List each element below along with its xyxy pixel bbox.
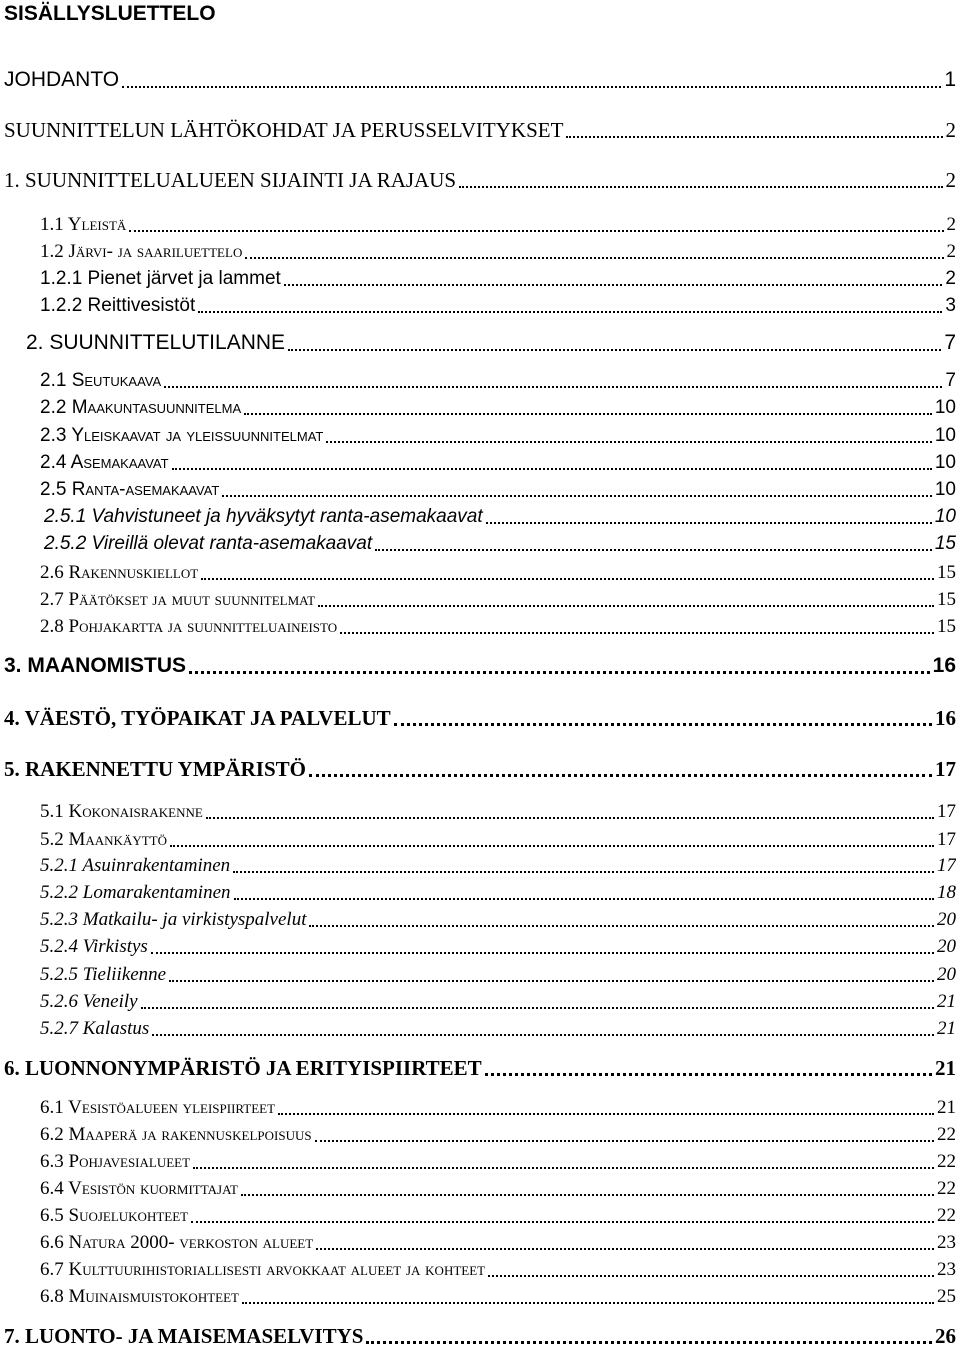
toc-entry[interactable] [4,166,956,194]
toc-entry[interactable] [40,1149,956,1175]
toc-entry[interactable] [40,395,956,421]
dot-leader [201,578,934,580]
toc-entry[interactable] [40,853,956,879]
dot-leader [278,1113,934,1115]
toc-entry-title: 1.2 Järvi- ja saariluettelo [40,241,243,262]
toc-entry-title: 1.2.2 Reittivesistöt [40,295,196,316]
toc-entry[interactable] [4,116,956,144]
toc-entry-title: 3. MAANOMISTUS [4,654,187,677]
toc-entry-title: 6. LUONNONYMPÄRISTÖ JA ERITYISPIIRTEET [4,1056,482,1080]
toc-entry-title: 5.2.5 Tieliikenne [40,964,167,985]
dot-leader [206,817,934,819]
toc-entry[interactable] [40,1257,956,1283]
toc-entry-page-number: 21 [937,991,956,1012]
toc-entry-page-number: 10 [934,506,956,527]
dot-leader [318,605,934,607]
toc-entry-title: 2.6 Rakennuskiellot [40,562,199,583]
toc-entry[interactable] [40,293,956,319]
toc-entry[interactable] [40,1203,956,1229]
toc-entry[interactable] [40,907,956,933]
dot-leader [169,980,934,982]
toc-entry-page-number: 2 [946,241,956,262]
toc-entry-page-number: 22 [937,1178,956,1199]
dot-leader [172,468,932,470]
toc-entry-page-number: 10 [934,425,956,446]
toc-entry-page-number: 23 [937,1232,956,1253]
toc-entry-title: 1.1 Yleistä [40,214,127,235]
toc-entry-page-number: 17 [935,757,956,781]
toc-entry-page-number: 17 [937,855,956,876]
toc-entry[interactable] [40,239,956,265]
toc-entry-title: 5.2.1 Asuinrakentaminen [40,855,231,876]
toc-entry[interactable] [40,1284,956,1310]
toc-entry-title: 2.8 Pohjakartta ja suunnitteluaineisto [40,616,338,637]
toc-entry-page-number: 2 [946,214,956,235]
toc-entry-title: 5.2 Maankäyttö [40,829,167,850]
toc-entry-title: 2.1 Seutukaava [40,370,162,391]
toc-entry[interactable] [40,266,956,292]
dot-leader [141,1007,934,1009]
dot-leader [366,1341,932,1344]
toc-entry-page-number: 23 [937,1259,956,1280]
toc-entry-page-number: 15 [937,562,956,583]
toc-entry-title: 6.5 Suojelukohteet [40,1205,189,1226]
toc-entry-title: SUUNNITTELUN LÄHTÖKOHDAT JA PERUSSELVITYKSET [4,118,564,142]
toc-entry-page-number: 16 [932,654,956,677]
dot-leader [191,1221,934,1223]
toc-entry-title: 6.4 Vesistön kuormittajat [40,1178,238,1199]
toc-entry[interactable] [40,1095,956,1121]
toc-entry-page-number: 20 [937,964,956,985]
dot-leader [164,386,942,388]
dot-leader [309,925,934,927]
toc-entry-title: 2.2 Maakuntasuunnitelma [40,397,242,418]
toc-entry-page-number: 22 [937,1124,956,1145]
toc-entry-page-number: 21 [935,1056,956,1080]
dot-leader [234,898,934,900]
dot-leader [189,671,930,674]
toc-entry[interactable] [4,1054,956,1082]
toc-entry-page-number: 16 [935,706,956,730]
dot-leader [315,1140,934,1142]
toc-entry-page-number: 21 [937,1097,956,1118]
toc-entry-title: 5.2.7 Kalastus [40,1018,150,1039]
toc-entry-page-number: 15 [937,589,956,610]
toc-entry-title: 5.1 Kokonaisrakenne [40,801,203,822]
toc-entry[interactable] [44,531,956,557]
toc-entry-page-number: 2 [945,268,956,289]
dot-leader [222,495,932,497]
dot-leader [193,1167,934,1169]
toc-entry-title: 1. SUUNNITTELUALUEEN SIJAINTI JA RAJAUS [4,168,457,192]
toc-entry-title: JOHDANTO [4,68,120,91]
toc-entry[interactable] [40,1176,956,1202]
toc-entry-page-number: 1 [944,68,956,91]
dot-leader [340,632,934,634]
dot-leader [488,1275,934,1277]
toc-entry-title: 5. RAKENNETTU YMPÄRISTÖ [4,757,306,781]
toc-entry-page-number: 18 [937,882,956,903]
toc-entry[interactable] [40,989,956,1015]
toc-entry-page-number: 3 [945,295,956,316]
dot-leader [129,230,943,232]
dot-leader [244,413,932,415]
dot-leader [309,774,932,777]
toc-entry-title: 7. LUONTO- JA MAISEMASELVITYS [4,1324,364,1348]
dot-leader [198,311,942,313]
toc-entry-title: 6.7 Kulttuurihistoriallisesti arvokkaat alueet ja kohteet [40,1259,486,1280]
toc-entry[interactable] [40,799,956,825]
dot-leader [152,1034,934,1036]
toc-entry[interactable] [40,423,956,449]
toc-entry-title: 5.2.6 Veneily [40,991,138,1012]
dot-leader [170,845,934,847]
toc-entry-page-number: 25 [937,1286,956,1307]
toc-entry[interactable] [40,880,956,906]
toc-entry-page-number: 10 [934,397,956,418]
toc-entry-title: 6.3 Pohjavesialueet [40,1151,191,1172]
toc-entry-page-number: 15 [937,616,956,637]
dot-leader [485,1073,932,1076]
toc-entry-title: 2. SUUNNITTELUTILANNE [26,331,286,354]
toc-entry-page-number: 7 [944,331,956,354]
toc-entry-title: 2.3 Yleiskaavat ja yleissuunnitelmat [40,425,324,446]
toc-entry-title: 2.4 Asemakaavat [40,452,169,473]
dot-leader [394,723,932,726]
toc-entry[interactable] [4,704,956,732]
toc-entry-title: 6.8 Muinaismuistokohteet [40,1286,239,1307]
dot-leader [566,136,942,138]
toc-entry-page-number: 17 [937,829,956,850]
toc-entry[interactable] [40,1122,956,1148]
toc-entry[interactable] [40,1016,956,1042]
dot-leader [151,952,934,954]
toc-entry[interactable] [40,560,956,586]
toc-entry[interactable] [40,614,956,640]
toc-entry[interactable] [40,934,956,960]
toc-entry-title: 2.5 Ranta-asemakaavat [40,479,220,500]
toc-entry[interactable] [40,450,956,476]
toc-entry[interactable] [40,962,956,988]
toc-entry[interactable] [40,212,956,238]
toc-entry[interactable] [40,827,956,853]
dot-leader [459,186,942,188]
toc-entry[interactable] [40,368,956,394]
toc-entry-title: 1.2.1 Pienet järvet ja lammet [40,268,281,289]
toc-entry-page-number: 20 [937,936,956,957]
dot-leader [122,86,941,88]
toc-entry-page-number: 22 [937,1151,956,1172]
toc-entry-title: 5.2.3 Matkailu- ja virkistyspalvelut [40,909,307,930]
dot-leader [316,1248,934,1250]
toc-entry-page-number: 22 [937,1205,956,1226]
toc-entry[interactable] [4,652,956,680]
dot-leader [326,441,932,443]
dot-leader [284,284,943,286]
toc-entry[interactable] [4,66,956,94]
toc-entry-title: 5.2.2 Lomarakentaminen [40,882,231,903]
toc-entry-title: 5.2.4 Virkistys [40,936,148,957]
dot-leader [242,1302,934,1304]
toc-entry[interactable] [40,477,956,503]
dot-leader [241,1194,934,1196]
toc-entry[interactable] [4,755,956,783]
toc-entry-title: 4. VÄESTÖ, TYÖPAIKAT JA PALVELUT [4,706,391,730]
toc-entry[interactable] [4,1322,956,1350]
toc-entry-page-number: 21 [937,1018,956,1039]
dot-leader [288,349,941,351]
toc-entry-title: 6.1 Vesistöalueen yleispiirteet [40,1097,276,1118]
toc-entry[interactable] [44,504,956,530]
toc-entry-page-number: 20 [937,909,956,930]
toc-entry-page-number: 2 [945,118,956,142]
dot-leader [375,549,932,551]
toc-entry-page-number: 10 [934,479,956,500]
toc-entry-page-number: 17 [937,801,956,822]
toc-entry-title: 6.6 Natura 2000- verkoston alueet [40,1232,314,1253]
toc-entry-title: 2.7 Päätökset ja muut suunnitelmat [40,589,316,610]
toc-entry-title: 2.5.1 Vahvistuneet ja hyväksytyt ranta-asemakaavat [44,506,483,527]
dot-leader [233,871,934,873]
toc-entry-page-number: 7 [945,370,956,391]
toc-entry-page-number: 15 [934,533,956,554]
toc-entry-title: 6.2 Maaperä ja rakennuskelpoisuus [40,1124,312,1145]
toc-entry-title: 2.5.2 Vireillä olevat ranta-asemakaavat [44,533,373,554]
dot-leader [245,257,943,259]
toc-entry-page-number: 26 [935,1324,956,1348]
toc-entry-page-number: 2 [945,168,956,192]
page-title: SISÄLLYSLUETTELO [4,2,216,25]
toc-entry[interactable] [40,1230,956,1256]
toc-entry[interactable] [40,587,956,613]
dot-leader [486,522,932,524]
toc-entry[interactable] [26,329,956,357]
toc-entry-page-number: 10 [934,452,956,473]
